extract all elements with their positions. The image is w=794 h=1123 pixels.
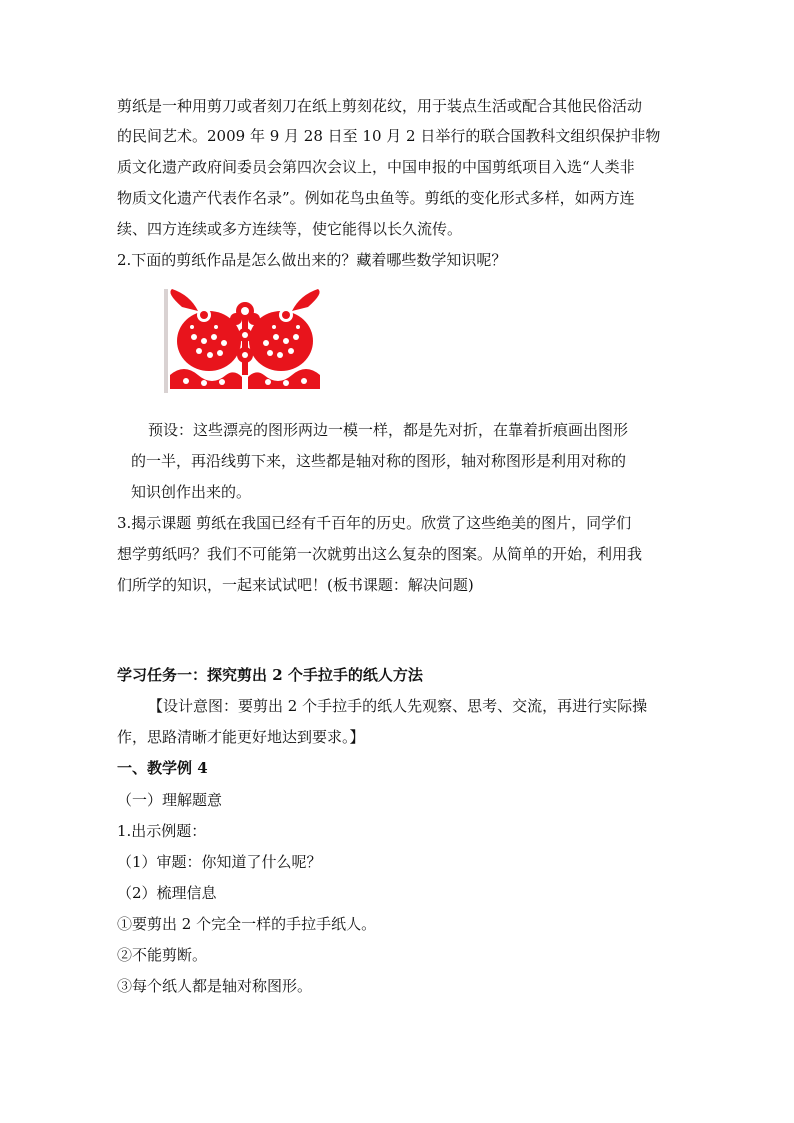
- reveal-line-1: 3.揭示课题 剪纸在我国已经有千百年的历史。欣赏了这些绝美的图片，同学们: [117, 514, 632, 532]
- paper-cut-twin-fish-icon: [164, 289, 326, 393]
- item-1: 1.出示例题：: [117, 822, 207, 840]
- item-1-1: （1）审题：你知道了什么呢？: [117, 853, 322, 871]
- fact-2: ②不能剪断。: [117, 946, 208, 964]
- item-1-2: （2）梳理信息: [117, 884, 217, 902]
- sub-heading: （一）理解题意: [117, 791, 223, 809]
- question-2: 2.下面的剪纸作品是怎么做出来的？藏着哪些数学知识呢？: [117, 251, 507, 269]
- intro-line-4: 物质文化遗产代表作名录”。例如花鸟虫鱼等。剪纸的变化形式多样，如两方连: [117, 189, 635, 207]
- reveal-line-3: 们所学的知识，一起来试试吧！(板书课题：解决问题): [117, 576, 474, 594]
- intro-line-2: 的民间艺术。2009 年 9 月 28 日至 10 月 2 日举行的联合国教科文组织保护非物: [117, 127, 661, 145]
- task-heading: 学习任务一：探究剪出 2 个手拉手的纸人方法: [117, 666, 423, 684]
- section-heading: 一、教学例 4: [117, 759, 208, 777]
- preset-line-3: 知识创作出来的。: [131, 483, 252, 501]
- reveal-line-2: 想学剪纸吗？我们不可能第一次就剪出这么复杂的图案。从简单的开始，利用我: [117, 545, 643, 563]
- paper-cut-figure: [164, 289, 326, 393]
- design-intent-line-1: 【设计意图：要剪出 2 个手拉手的纸人先观察、思考、交流，再进行实际操: [148, 697, 648, 715]
- design-intent-line-2: 作，思路清晰才能更好地达到要求。】: [117, 728, 365, 746]
- intro-line-5: 续、四方连续或多方连续等，使它能得以长久流传。: [117, 220, 463, 238]
- preset-line-2: 的一半，再沿线剪下来，这些都是轴对称的图形，轴对称图形是利用对称的: [131, 452, 627, 470]
- intro-line-1: 剪纸是一种用剪刀或者刻刀在纸上剪刻花纹，用于装点生活或配合其他民俗活动: [117, 97, 643, 115]
- fact-1: ①要剪出 2 个完全一样的手拉手纸人。: [117, 915, 377, 933]
- intro-line-3: 质文化遗产政府间委员会第四次会议上，中国申报的中国剪纸项目入选“人类非: [117, 158, 635, 176]
- preset-line-1: 预设：这些漂亮的图形两边一模一样，都是先对折，在靠着折痕画出图形: [148, 421, 629, 439]
- fact-3: ③每个纸人都是轴对称图形。: [117, 977, 313, 995]
